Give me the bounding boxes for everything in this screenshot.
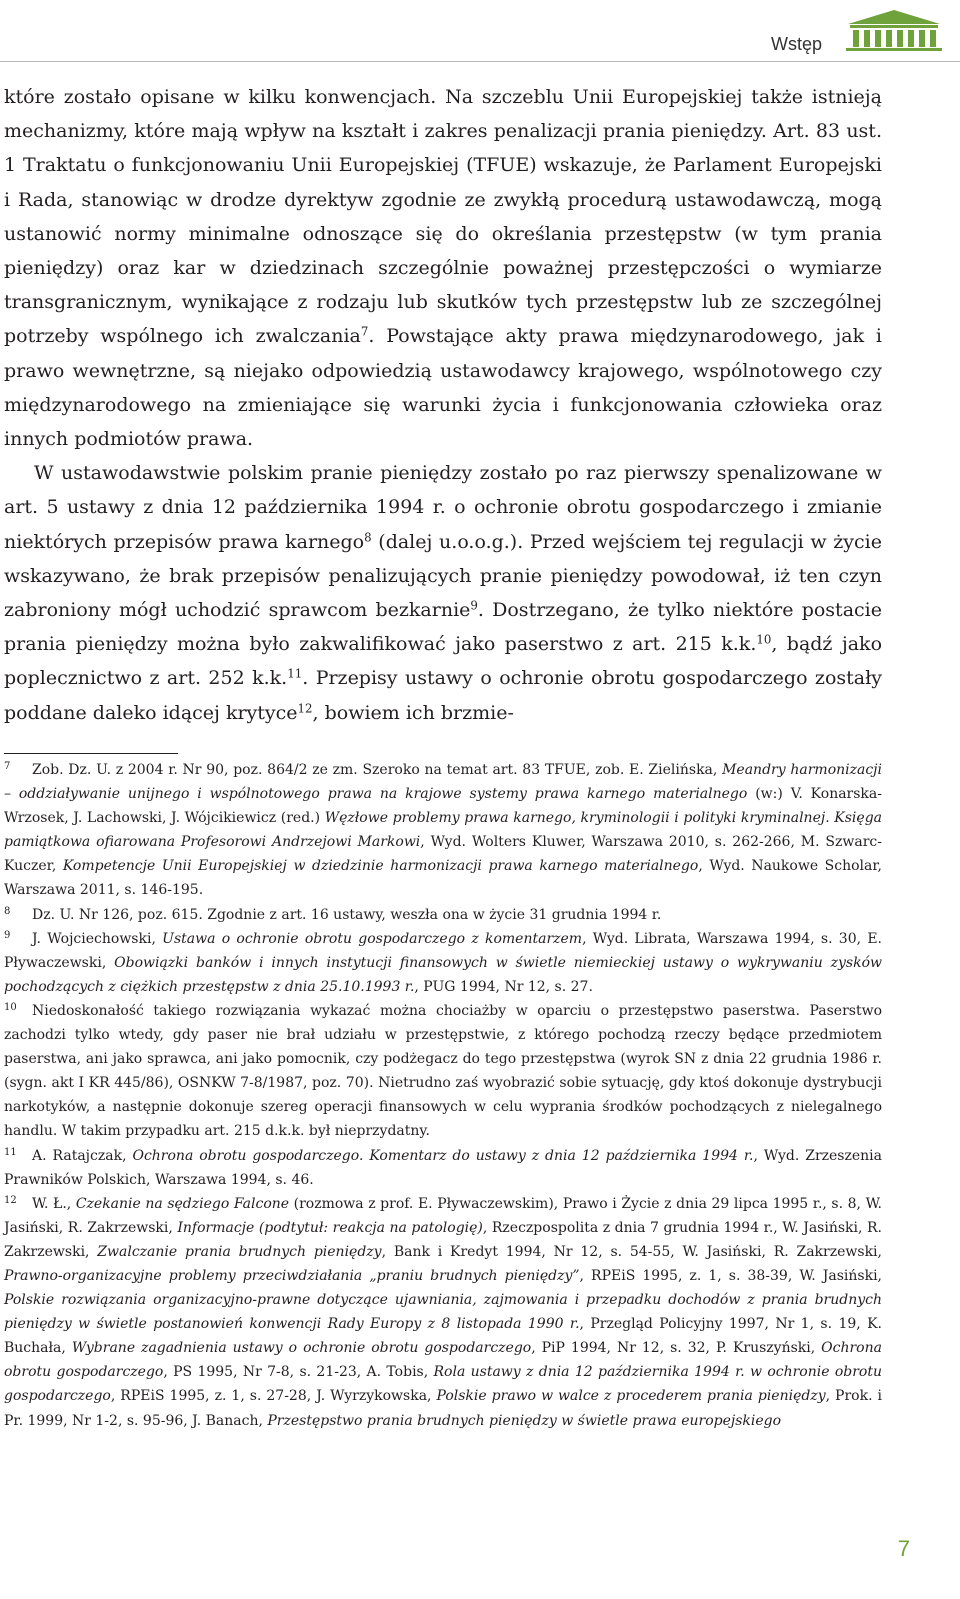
footnote-ref[interactable]: 11 [287,666,303,681]
body-paragraph: W ustawodawstwie polskim pranie pieniędzy zostało po raz pierwszy spenalizowane w art. 5 ustawy z dnia 12 października 1994 r. o ochronie obrotu gospodarczego i zmianie niektórych przepisów prawa karnego$^8$ (dalej u.o.o.g.). Przed wejściem tej regulacji w życie wskazywano, że brak przepisów penalizujących pranie pieniędzy powodował, iż ten czyn zabroniony mógł uchodzić sprawcom bezkarnie$^9$. Dostrzegano, że tylko niektóre postacie prania pieniędzy można było zakwalifikować jako paserstwo z art. 215 k.k.$^{10}$, bądź jako poplecznictwo z art. 252 k.k.$^{11}$. Przepisy ustawy o ochronie obrotu gospodarczego zostały poddane daleko idącej krytyce$^{12}$, bowiem ich brzmie- [4,462,883,724]
footnote-ref[interactable]: 12 [297,701,313,716]
footnote-ref[interactable]: 10 [756,632,772,647]
footnote-11: 11 A. Ratajczak, Ochrona obrotu gospodarczego. Komentarz do ustawy z dnia 12 października 1994 r., Wyd. Zrzeszenia Prawników Polskich, Warszawa 1994, s. 46. [4,1146,882,1188]
page-number: 7 [897,1536,910,1561]
footnote-9: 9 J. Wojciechowski, Ustawa o ochronie obrotu gospodarczego z komentarzem, Wyd. Librata, Warszawa 1994, s. 30, E. Pływaczewski, Obowiązki banków i innych instytucji finansowych w świetle niemieckiej ustawy o wykrywaniu zysków pochodzących z ciężkich przestępstw z dnia 25.10.1993 r., PUG 1994, Nr 12, s. 27. [4,929,882,995]
classical-building-logo-icon [844,6,944,54]
footnote-ref[interactable]: 9 [470,598,478,613]
footnote-8: 8 Dz. U. Nr 126, poz. 615. Zgodnie z art. 16 ustawy, weszła ona w życie 31 grudnia 1994 r. [4,905,662,923]
body-paragraph: które zostało opisane w kilku konwencjach. Na szczeblu Unii Europejskiej także istnieją mechanizmy, które mają wpływ na kształt i zakres penalizacji prania pieniędzy. Art. 83 ust. 1 Traktatu o funkcjonowaniu Unii Europejskiej (TFUE) wskazuje, że Parlament Europejski i Rada, stanowiąc w drodze dyrektyw zgodnie ze zwykłą procedurą ustawodawczą, mogą ustanowić normy minimalne odnoszące się do określania przestępstw (w tym prania pieniędzy) oraz kar w dziedzinach szczególnie poważnej przestępczości o wymiarze transgranicznym, wynikające z rodzaju lub skutków tych przestępstw lub ze szczególnej potrzeby wspólnego ich zwalczania$^7$. Powstające akty prawa międzynarodowego, jak i prawo wewnętrzne, są niejako odpowiedzią ustawodawcy krajowego, wspólnotowego czy międzynarodowego na zmieniające się warunki życia i funkcjonowania człowieka oraz innych podmiotów prawa. [4,86,882,451]
footnote-12: 12 W. Ł., Czekanie na sędziego Falcone (rozmowa z prof. E. Pływaczewskim), Prawo i Życie z dnia 29 lipca 1995 r., s. 8, W. Jasiński, R. Zakrzewski, Informacje (podtytuł: reakcja na patologię), Rzeczpospolita z dnia 7 grudnia 1994 r., W. Jasiński, R. Zakrzewski, Zwalczanie prania brudnych pieniędzy, Bank i Kredyt 1994, Nr 12, s. 54-55, W. Jasiński, R. Zakrzewski, Prawno-organizacyjne problemy przeciwdziałania „praniu brudnych pieniędzy”, RPEiS 1995, z. 1, s. 38-39, W. Jasiński, Polskie rozwiązania organizacyjno-prawne dotyczące ujawniania, zajmowania i przepadku dochodów z prania brudnych pieniędzy w świetle postanowień konwencji Rady Europy z 8 listopada 1990 r., Przegląd Policyjny 1997, Nr 1, s. 19, K. Buchała, Wybrane zagadnienia ustawy o ochronie obrotu gospodarczego, PiP 1994, Nr 12, s. 32, P. Kruszyński, Ochrona obrotu gospodarczego, PS 1995, Nr 7-8, s. 21-23, A. Tobis, Rola ustawy z dnia 12 października 1994 r. w ochronie obrotu gospodarczego, RPEiS 1995, z. 1, s. 27-28, J. Wyrzykowska, Polskie prawo w walce z procederem prania pieniędzy, Prok. i Pr. 1999, Nr 1-2, s. 95-96, J. Banach, Przestępstwo prania brudnych pieniędzy w świetle prawa europejskiego [4,1194,883,1429]
header-divider [0,61,960,62]
footnote-ref[interactable]: 7 [360,324,369,339]
running-header-title: Wstęp [770,34,822,54]
footnote-7: 7 Zob. Dz. U. z 2004 r. Nr 90, poz. 864/2 ze zm. Szeroko na temat art. 83 TFUE, zob. E. Zielińska, Meandry harmonizacji – oddziaływanie unijnego i wspólnotowego prawa na krajowe systemy prawa karnego materialnego (w:) V. Konarska-Wrzosek, J. Lachowski, J. Wójcikiewicz (red.) Węzłowe problemy prawa karnego, kryminologii i polityki kryminalnej. Księga pamiątkowa ofiarowana Profesorowi Andrzejowi Markowi, Wyd. Wolters Kluwer, Warszawa 2010, s. 262-266, M. Szwarc-Kuczer, Kompetencje Unii Europejskiej w dziedzinie harmonizacji prawa karnego materialnego, Wyd. Naukowe Scholar, Warszawa 2011, s. 146-195. [4,761,883,899]
footnotes [4,758,882,1433]
footnote-10: 10 Niedoskonałość takiego rozwiązania wykazać można chociażby w oparciu o przestępstwo paserstwa. Paserstwo zachodzi tylko wtedy, gdy paser nie brał udziału w przestępstwie, z którego pochodzą rzeczy będące przedmiotem paserstwa, ani jako sprawca, ani jako pomocnik, czy podżegacz do tego przestępstwa (wyrok SN z dnia 22 grudnia 1986 r. (sygn. akt I KR 445/86), OSNKW 7-8/1987, poz. 70). Nietrudno zaś wyobrazić sobie sytuację, gdy ktoś dokonuje dystrybucji narkotyków, a następnie dokonuje szereg operacji finansowych w celu wyprania środków pochodzących z nielegalnego handlu. W takim przypadku art. 215 d.k.k. był nieprzydatny. [4,1001,882,1140]
main-text [4,80,882,730]
footnote-divider [4,753,178,754]
footnote-ref[interactable]: 8 [364,530,372,545]
